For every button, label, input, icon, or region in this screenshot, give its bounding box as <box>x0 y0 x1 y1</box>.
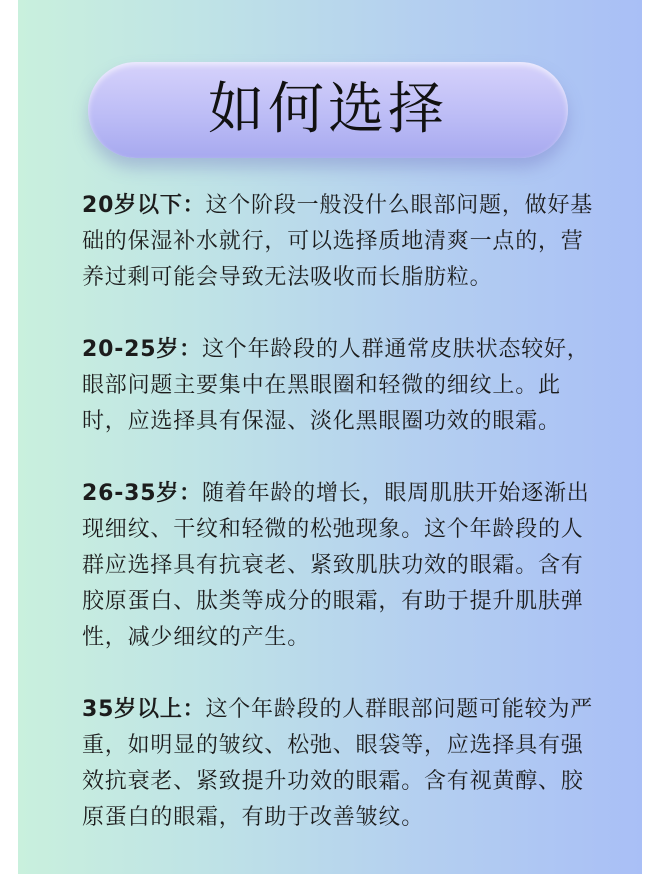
section-separator: ： <box>179 481 202 506</box>
section-paragraph <box>82 692 602 836</box>
section-text: 这个阶段一般没什么眼部问题，做好基础的保湿补水就行，可以选择质地清爽一点的，营养过剩可能会导致无法吸收而长脂肪粒。 <box>82 193 594 290</box>
section-label: 20岁以下 <box>82 193 183 218</box>
title-banner <box>88 62 568 158</box>
section-text: 这个年龄段的人群通常皮肤状态较好，眼部问题主要集中在黑眼圈和轻微的细纹上。此时，应选择具有保湿、淡化黑眼圈功效的眼霜。 <box>82 337 590 434</box>
section-paragraph <box>82 188 602 296</box>
section-text: 随着年龄的增长，眼周肌肤开始逐渐出现细纹、干纹和轻微的松弛现象。这个年龄段的人群应选择具有抗衰老、紧致肌肤功效的眼霜。含有胶原蛋白、肽类等成分的眼霜，有助于提升肌肤弹性，减少细纹的产生。 <box>82 481 590 650</box>
section-label: 20-25岁 <box>82 337 180 362</box>
section-label: 26-35岁 <box>82 481 180 506</box>
section-under-20 <box>82 188 602 296</box>
page-title: 如何选择 <box>208 77 448 142</box>
section-label: 35岁以上 <box>82 697 183 722</box>
section-over-35 <box>82 692 602 836</box>
section-paragraph <box>82 476 602 656</box>
section-paragraph <box>82 332 602 440</box>
content-body <box>82 188 602 872</box>
section-26-35 <box>82 476 602 656</box>
section-text: 这个年龄段的人群眼部问题可能较为严重，如明显的皱纹、松弛、眼袋等，应选择具有强效抗衰老、紧致提升功效的眼霜。含有视黄醇、胶原蛋白的眼霜，有助于改善皱纹。 <box>82 697 594 830</box>
section-separator: ： <box>179 337 202 362</box>
section-20-25 <box>82 332 602 440</box>
section-separator: ： <box>182 697 206 722</box>
section-separator: ： <box>182 193 206 218</box>
